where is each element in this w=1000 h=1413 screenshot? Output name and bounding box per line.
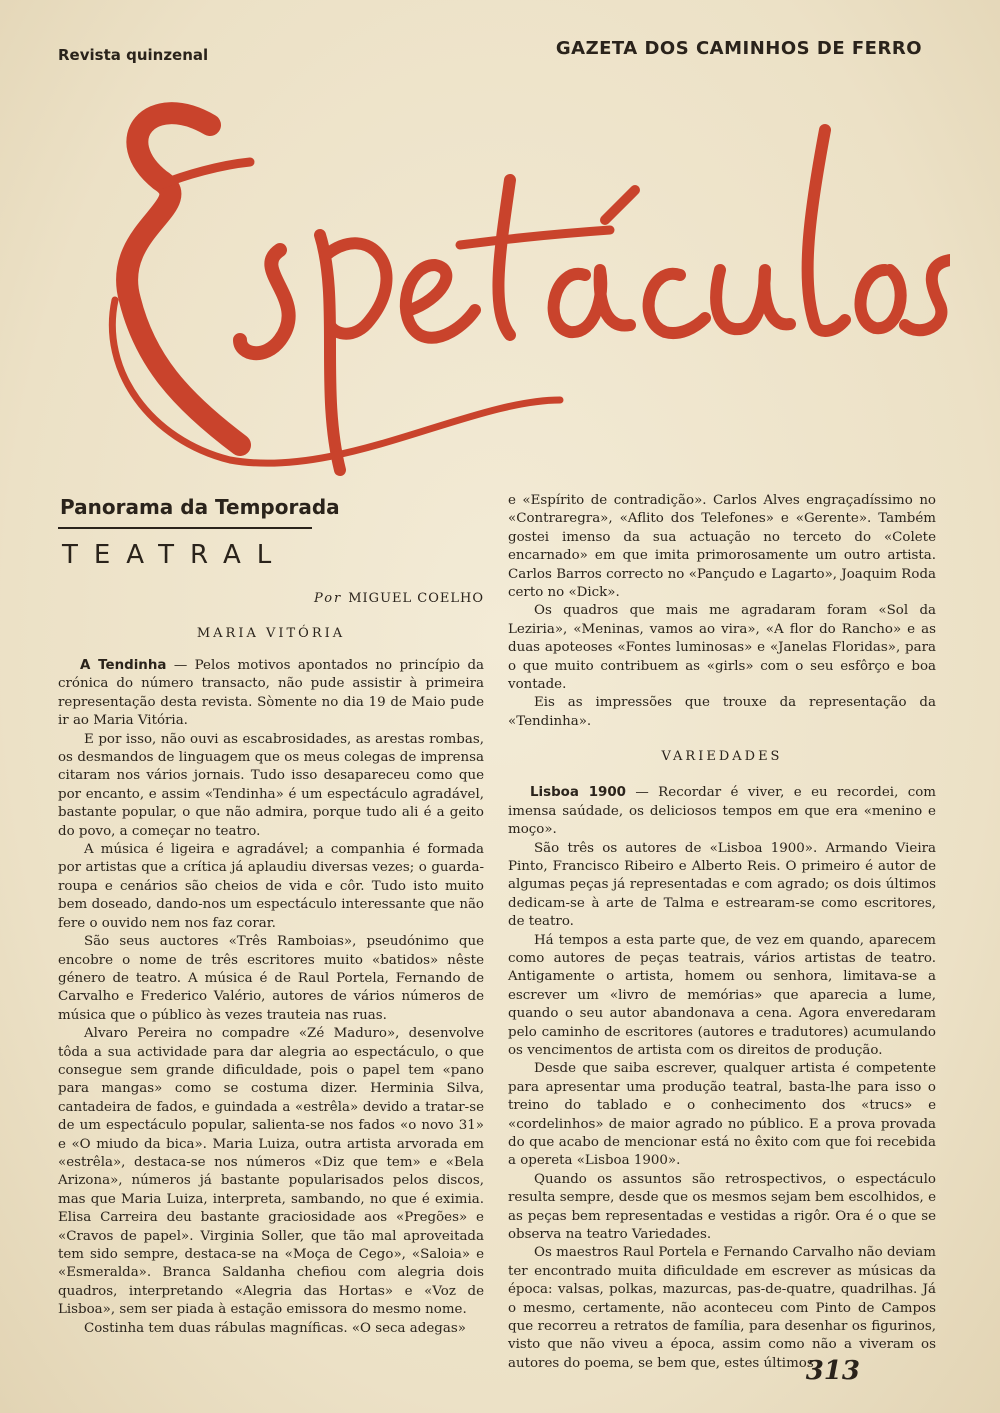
section-heading-maria-vitoria: MARIA VITÓRIA	[196, 626, 346, 641]
paragraph: Os maestros Raul Portela e Fernando Carvalho não deviam ter encontrado muita dificuldade em escrever as músicas da época: valsas, polkas, mazurcas, pas-de-quatre, quadrilhas. Já o mesmo, certamente, não aconteceu com Pinto de Campos que recorreu a retratos de família, para desenhar os figurinos, visto que não viveu a época, assim como não a viveram os autores do poema, se bem que, estes últimos	[508, 1245, 936, 1371]
paragraph-lead: A Tendinha	[80, 658, 167, 673]
paragraph-text: — Recordar é viver, e eu recordei, com imensa saúdade, os deliciosos tempos em que era «menino e moço».	[508, 785, 936, 838]
paragraph: E por isso, não ouvi as escabrosidades, as arestas rombas, os desmandos de linguagem que os meus colegas de imprensa citaram nos vários jornais. Tudo isso desapareceu como que por encanto, e assim «Tendinha» é um espectáculo agradável, bastante popular, o que não admira, porque tudo ali é a geito do povo, a começar no teatro.	[58, 731, 484, 839]
left-body	[58, 657, 484, 1338]
page-number: 313	[805, 1356, 860, 1386]
paragraph: A música é ligeira e agradável; a companhia é formada por artistas que a crítica já aplaudiu diversas vezes; o guarda-roupa e cenários são cheios de vida e côr. Tudo isto muito bem doseado, dando-nos um espectáculo interessante que não fere o ouvido nem nos faz corar.	[58, 842, 484, 931]
header-right: GAZETA DOS CAMINHOS DE FERRO	[555, 38, 922, 59]
header-left: Revista quinzenal	[58, 46, 209, 64]
paragraph: São seus auctores «Três Ramboias», pseudónimo que encobre o nome de três escritores muito «batidos» nêste género de teatro. A música é de Raul Portela, Fernando de Carvalho e Frederico Valério, autores de vários números de música que o público às vezes trauteia nas ruas.	[58, 934, 484, 1023]
paragraph: Há tempos a esta parte que, de vez em quando, aparecem como autores de peças teatrais, vários artistas de teatro. Antigamente o artista, homem ou senhora, limitava-se a escrever um «livro de memórias» que aparecia a lume, quando o seu autor abandonava a cena. Agora enveredaram pelo caminho de escritores (autores e tradutores) acumulando os vencimentos de artista com os direitos de produção.	[508, 932, 936, 1058]
paragraph: Quando os assuntos são retrospectivos, o espectáculo resulta sempre, desde que os mesmos sejam bem escolhidos, e as peças bem representadas e vestidas a rigôr. Ora é o que se observa na teatro Variedades.	[508, 1171, 936, 1243]
right-column	[508, 492, 936, 1373]
left-column	[58, 490, 484, 1338]
kicker: Panorama da Temporada	[60, 495, 340, 519]
byline-prefix: Por	[313, 591, 343, 606]
paragraph: São três os autores de «Lisboa 1900». Armando Vieira Pinto, Francisco Ribeiro e Alberto Reis. O primeiro é autor de algumas peças já representadas e com agrado; os dois últimos dedicam-se à arte de Talma e estrearam-se como escritores, de teatro.	[508, 840, 936, 930]
paragraph: e «Espírito de contradição». Carlos Alves engraçadíssimo no «Contraregra», «Aflito dos Telefones» e «Gerente». Também gostei imenso da sua actuação no terceto do «Colete encarnado» em que imita primorosamente um outro artista. Carlos Barros correcto no «Pançudo e Lagarto», Joaquim Roda certo no «Dick».	[508, 493, 936, 601]
right-body-b	[508, 784, 936, 1373]
title-rule	[58, 527, 312, 529]
paragraph: Costinha tem duas rábulas magníficas. «O seca adegas»	[84, 1320, 466, 1336]
espetaculos-script-title	[90, 70, 950, 500]
paragraph: Alvaro Pereira no compadre «Zé Maduro», desenvolve tôda a sua actividade para dar alegria ao espectáculo, o que consegue sem grande dificuldade, pois o papel tem «pano para mangas» como se costuma dizer. Herminia Silva, cantadeira de fados, e guindada a «estrêla» devido a tratar-se de um espectáculo popular, salienta-se nos fados «o novo 31» e «O miudo da bica». Maria Luiza, outra artista arvorada em «estrêla», destaca-se nos números «Diz que tem» e «Bela Arizona», números já bastante popularisados pelos discos, mas que Maria Luiza, interpreta, sambando, no que é eximia. Elisa Carreira deu bastante graciosidade aos «Pregões» e «Cravos de papel». Virginia Soller, que tão mal aproveitada tem sido sempre, destaca-se na «Moça de Cego», «Saloia» e «Esmeralda». Branca Saldanha chefiou com alegria dois quadros, interpretando «Alegria das Hortas» e «Voz de Lisboa», sem ser piada à estação emissora do mesmo nome.	[58, 1026, 484, 1318]
paragraph: Os quadros que mais me agradaram foram «Sol da Leziria», «Meninas, vamos ao vira», «A flor do Rancho» e as duas apoteoses «Fontes luminosas» e «Janelas Floridas», para o que muito contribuem as «girls» com o seu esfôrço e boa vontade.	[508, 603, 936, 693]
article-title: TEATRAL	[62, 540, 288, 570]
byline	[58, 591, 484, 606]
paragraph-text: — Pelos motivos apontados no princípio da crónica do número transacto, não pude assistir à primeira representação desta revista. Sòmente no dia 19 de Maio pude ir ao Maria Vitória.	[58, 658, 484, 729]
right-body-a	[508, 492, 936, 731]
paragraph	[508, 784, 936, 839]
section-heading-variedades: VARIEDADES	[661, 749, 783, 765]
paragraph	[58, 657, 484, 731]
paragraph-lead: Lisboa 1900	[530, 785, 626, 801]
paragraph: Eis as impressões que trouxe da representação da «Tendinha».	[508, 695, 936, 729]
byline-author: MIGUEL COELHO	[348, 591, 484, 606]
paragraph: Desde que saiba escrever, qualquer artista é competente para apresentar uma produção teatral, basta-lhe para isso o treino do tablado e o conhecimento dos «trucs» e «cordelinhos» de maior agrado no público. E a prova provada do que acabo de mencionar está no êxito com que foi recebida a opereta «Lisboa 1900».	[508, 1061, 936, 1169]
